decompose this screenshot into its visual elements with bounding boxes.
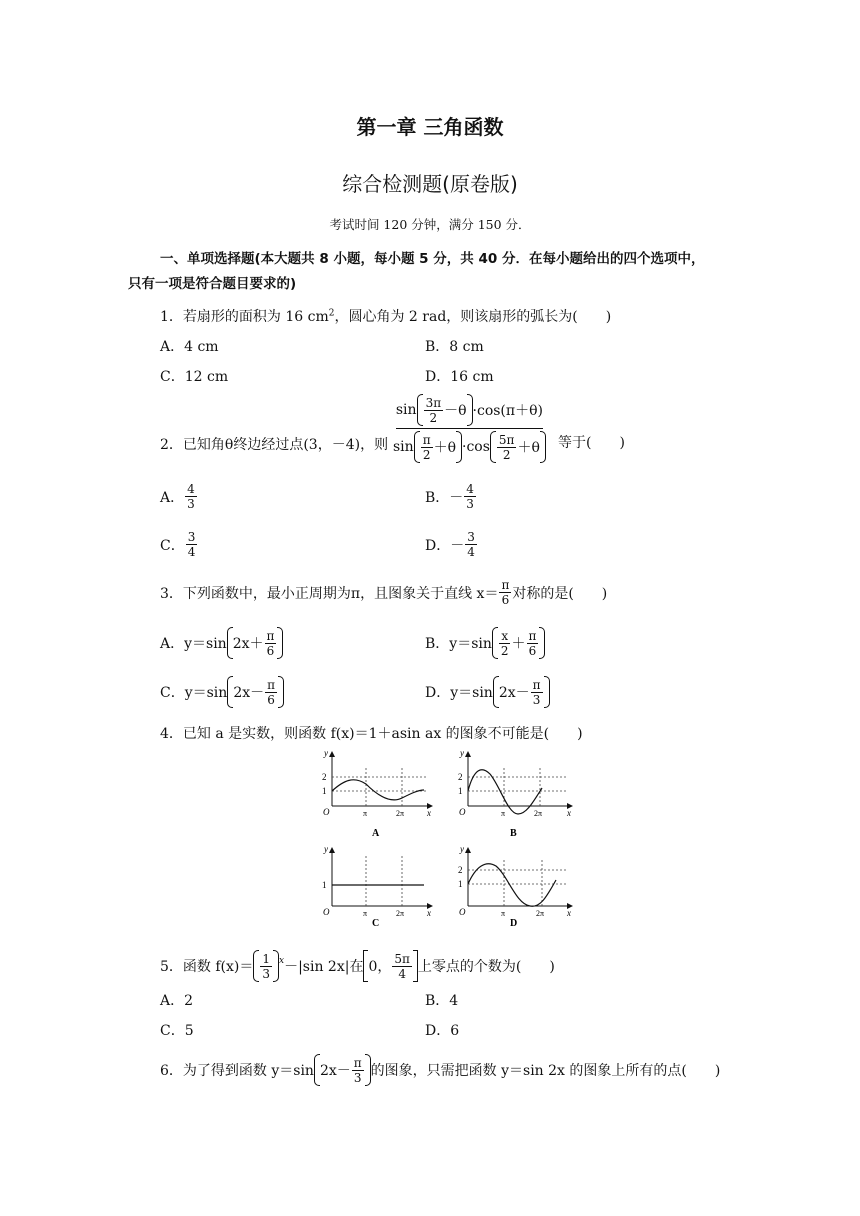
- q3-stem-frac: [499, 578, 511, 607]
- q1-stem-superscript: 2: [328, 308, 335, 319]
- q2-option-d: [425, 530, 478, 559]
- q5-option-a: A．2: [160, 993, 194, 1009]
- q5-base-frac: [260, 952, 272, 981]
- q2-b-num: 4: [466, 482, 474, 496]
- q2-option-b-label: B．－: [425, 489, 464, 506]
- q3-c-frac: [265, 678, 277, 707]
- document-subtitle: 综合检测题(原卷版): [342, 172, 518, 196]
- graph-c-xtick-2pi: 2π: [396, 909, 405, 918]
- q2-d-den: 4: [467, 545, 475, 559]
- q3-b-label: B．y＝sin: [425, 636, 492, 652]
- graph-b-origin: O: [459, 807, 466, 817]
- graph-b: [458, 748, 572, 839]
- q3-d-arg: 2x－: [498, 685, 530, 701]
- graph-b-x-label: x: [567, 808, 571, 818]
- q5-interval-num: 5π: [394, 951, 410, 966]
- q3-option-d: [425, 676, 550, 708]
- q2-den-sin: sin: [393, 439, 414, 455]
- q2-d-num: 3: [467, 530, 475, 544]
- q3-a-num: π: [266, 628, 275, 643]
- section-heading-line2: 只有一项是符合题目要求的): [128, 276, 297, 292]
- graph-a-origin: O: [323, 807, 330, 817]
- q2-num-paren: [417, 394, 473, 426]
- q2-num-cos: ·cos(π＋θ): [472, 403, 543, 419]
- graph-c: [322, 844, 432, 929]
- q5-option-b: B．4: [425, 993, 459, 1009]
- graph-d-origin: O: [459, 907, 466, 917]
- q2-num-minus-theta: －θ: [444, 403, 467, 419]
- q3-a-arg: 2x＋: [232, 636, 264, 652]
- graph-c-label: C: [372, 918, 380, 929]
- graph-a-ytick-1: 1: [322, 786, 327, 796]
- q2-option-b-frac: [464, 482, 476, 511]
- q2-num-frac: [424, 396, 444, 425]
- q1-option-d: D．16 cm: [425, 369, 494, 385]
- q2-c-den: 4: [187, 545, 196, 559]
- q5-base-paren: [253, 950, 279, 982]
- q2-c-num: 3: [187, 530, 196, 544]
- q2-option-d-label: D．－: [425, 537, 465, 554]
- q2-option-c: [160, 530, 198, 559]
- q2-option-c-label: C．: [160, 537, 185, 554]
- q6-frac-den: 3: [353, 1070, 362, 1085]
- q1-option-a: A．4 cm: [160, 339, 219, 355]
- q3-d-label: D．y＝sin: [425, 685, 493, 701]
- graph-d-xtick-2pi: 2π: [536, 909, 545, 918]
- q1-option-c: C．12 cm: [160, 369, 229, 385]
- q3-d-num: π: [532, 677, 541, 692]
- q2-den-frac1: [421, 433, 433, 462]
- q3-stem-prefix: 3．下列函数中，最小正周期为π，且图象关于直线 x＝: [160, 585, 499, 602]
- q3-b-paren: [492, 627, 546, 659]
- graph-b-ytick-2: 2: [458, 772, 463, 782]
- q3-a-den: 6: [266, 643, 275, 658]
- graph-b-ytick-1: 1: [458, 786, 463, 796]
- q3-c-arg: 2x－: [233, 685, 265, 701]
- question-1-stem: [160, 306, 611, 326]
- graph-d-xtick-pi: π: [501, 909, 506, 918]
- graph-a-x-label: x: [427, 808, 431, 818]
- q3-c-den: 6: [267, 692, 275, 707]
- section-heading-line1: 一、单项选择题(本大题共 8 小题，每小题 5 分，共 40 分．在每小题给出的四个选项中，: [160, 251, 705, 267]
- graph-c-x-label: x: [427, 908, 431, 918]
- q6-arg: 2x－: [319, 1063, 351, 1079]
- q5-interval-den: 4: [398, 966, 406, 981]
- q1-stem-part1: 1．若扇形的面积为 16 cm: [160, 309, 329, 325]
- graph-c-ytick-1: 1: [322, 880, 327, 890]
- question-4-stem: 4．已知 a 是实数，则函数 f(x)＝1＋asin ax 的图象不可能是( ): [160, 726, 583, 742]
- q2-option-c-frac: [186, 530, 198, 559]
- q3-stem-suffix: 对称的是( ): [512, 585, 608, 602]
- chapter-title: 第一章 三角函数: [356, 115, 504, 139]
- q5-stem-mid: －|sin 2x|在: [284, 959, 364, 975]
- q3-option-b: [425, 627, 545, 659]
- q5-option-c: C．5: [160, 1023, 194, 1039]
- q5-stem-suffix: 上零点的个数为( ): [417, 959, 555, 975]
- q2-den-plus-theta2: ＋θ: [517, 440, 540, 456]
- q3-a-frac: [265, 629, 277, 658]
- q3-d-den: 3: [532, 692, 541, 707]
- q3-stem-frac-num: π: [501, 578, 510, 592]
- q3-b-num2: π: [528, 628, 537, 643]
- graph-b-y-label: y: [460, 748, 464, 758]
- q3-b-num1: x: [501, 628, 509, 643]
- q2-num-frac-num: 3π: [425, 395, 442, 410]
- graph-b-label: B: [510, 828, 517, 839]
- graph-d-x-label: x: [567, 908, 571, 918]
- q3-a-paren: [227, 627, 284, 659]
- q3-d-frac: [531, 678, 543, 707]
- graph-d: [458, 844, 572, 929]
- q2-stem-suffix: 等于( ): [558, 435, 625, 451]
- q3-b-den1: 2: [500, 643, 509, 658]
- q3-option-a: [160, 627, 283, 659]
- q4-graphs-figure: [310, 748, 590, 930]
- q2-option-d-frac: [465, 530, 477, 559]
- graph-b-xtick-pi: π: [501, 809, 506, 818]
- graph-a-xtick-2pi: 2π: [396, 809, 405, 818]
- question-3-stem: [160, 578, 607, 607]
- exam-note: 考试时间 120 分钟，满分 150 分．: [329, 217, 531, 232]
- q2-b-den: 3: [466, 497, 474, 511]
- q1-option-b: B．8 cm: [425, 339, 484, 355]
- graph-d-ytick-1: 1: [458, 879, 463, 889]
- graph-b-xtick-2pi: 2π: [534, 809, 543, 818]
- q2-den-cos: ·cos: [462, 439, 490, 455]
- q2-option-a: [160, 482, 198, 511]
- q2-den-paren1: [414, 431, 462, 463]
- q3-b-frac1: [499, 629, 511, 658]
- q3-b-plus: ＋: [511, 636, 526, 652]
- q2-big-fraction: [393, 394, 546, 463]
- q2-den-frac2: [497, 433, 517, 462]
- graph-a-y-label: y: [324, 748, 328, 758]
- q6-stem-prefix: 6．为了得到函数 y＝sin: [160, 1063, 314, 1079]
- q1-stem-part2: ，圆心角为 2 rad，则该扇形的弧长为( ): [334, 309, 612, 325]
- graph-c-y-label: y: [324, 844, 328, 854]
- q2-numerator: [396, 394, 543, 429]
- q3-b-frac2: [527, 629, 539, 658]
- question-2-stem-prefix: 2．已知角θ终边经过点(3，－4)，则: [160, 437, 389, 453]
- q5-interval-frac: [392, 952, 412, 981]
- q2-den-frac2-num: 5π: [498, 432, 515, 447]
- graph-d-label: D: [510, 918, 518, 929]
- q3-d-paren: [493, 676, 550, 708]
- q3-a-label: A．y＝sin: [160, 636, 227, 652]
- question-6-stem: [160, 1054, 720, 1086]
- q5-option-d: D．6: [425, 1023, 460, 1039]
- q2-denominator: [393, 429, 546, 463]
- q5-base-den: 3: [262, 966, 270, 981]
- q5-base-num: 1: [262, 951, 270, 966]
- graph-a-label: A: [372, 828, 380, 839]
- q3-stem-frac-den: 6: [501, 593, 510, 607]
- graph-c-xtick-pi: π: [363, 909, 368, 918]
- q2-den-frac1-num: π: [422, 432, 431, 447]
- q5-stem-prefix: 5．函数 f(x)＝: [160, 959, 254, 975]
- q2-option-a-label: A．: [160, 489, 185, 506]
- q3-c-num: π: [267, 677, 276, 692]
- q2-den-paren2: [490, 431, 546, 463]
- q3-c-paren: [227, 676, 284, 708]
- graph-a-ytick-2: 2: [322, 772, 327, 782]
- question-5-stem: [160, 950, 555, 982]
- q2-a-num: 4: [187, 482, 195, 496]
- graph-d-y-label: y: [460, 844, 464, 854]
- q6-frac-num: π: [353, 1055, 362, 1070]
- q5-interval: [363, 950, 417, 982]
- q3-b-den2: 6: [528, 643, 537, 658]
- q2-den-frac2-den: 2: [502, 447, 511, 462]
- q5-interval-left: 0，: [368, 959, 392, 975]
- graph-c-origin: O: [323, 907, 330, 917]
- q6-paren: [314, 1054, 371, 1086]
- q2-num-sin: sin: [395, 402, 417, 418]
- q3-option-c: [160, 676, 284, 708]
- q2-den-plus-theta1: ＋θ: [433, 440, 457, 456]
- q2-num-frac-den: 2: [429, 410, 438, 425]
- graph-d-ytick-2: 2: [458, 865, 463, 875]
- q5-exponent: x: [279, 956, 285, 966]
- q2-a-den: 3: [187, 497, 195, 511]
- q3-c-label: C．y＝sin: [160, 685, 228, 701]
- graph-a-xtick-pi: π: [363, 809, 368, 818]
- q2-option-b: [425, 482, 477, 511]
- q2-option-a-frac: [185, 482, 197, 511]
- q2-den-frac1-den: 2: [422, 447, 431, 462]
- q6-stem-suffix: 的图象，只需把函数 y＝sin 2x 的图象上所有的点( ): [370, 1063, 721, 1079]
- graph-a: [322, 748, 432, 839]
- q6-frac: [352, 1056, 364, 1085]
